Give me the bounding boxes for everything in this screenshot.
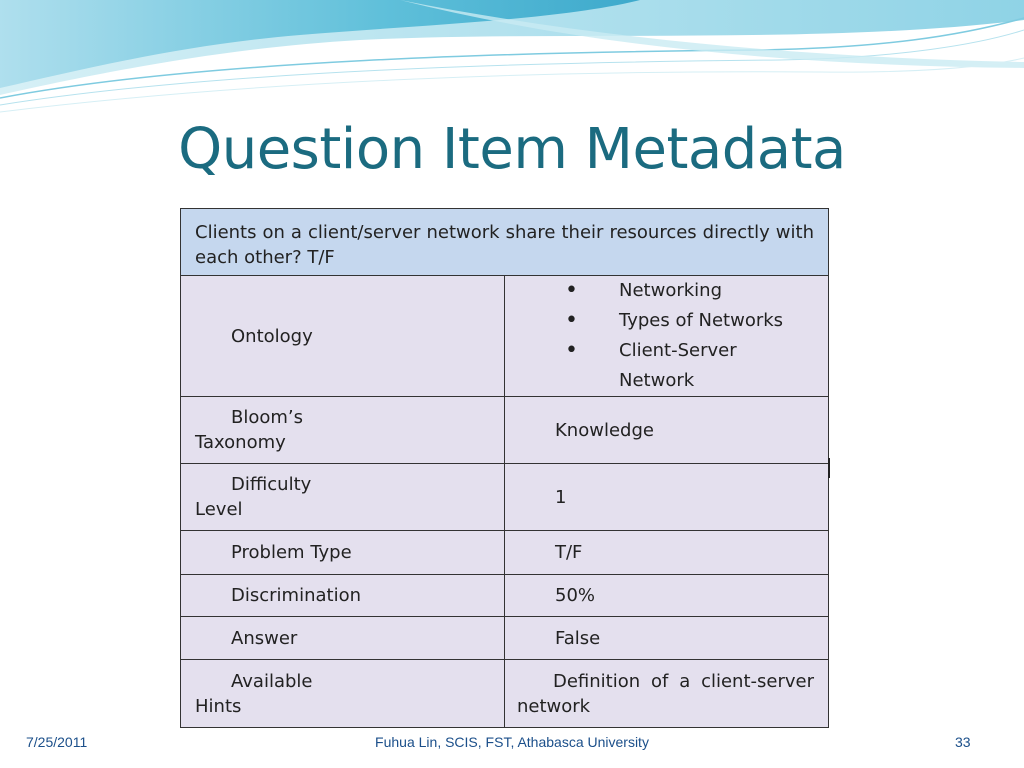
bloom-label [181, 397, 505, 464]
problem-type-label-text: Problem Type [231, 542, 352, 563]
hints-value-line2: network [517, 695, 591, 717]
answer-label-text: Answer [231, 627, 298, 649]
hints-label-line1: Available [231, 670, 313, 692]
footer-author: Fuhua Lin, SCIS, FST, Athabasca University [375, 734, 649, 750]
hints-label-line2: Hints [195, 695, 242, 717]
problem-type-value-text: T/F [555, 542, 583, 563]
discrimination-value [505, 575, 829, 617]
discrimination-label-text: Discrimination [231, 585, 361, 606]
answer-label [181, 617, 505, 660]
ontology-value [505, 276, 829, 397]
hints-value [505, 660, 829, 728]
header-wave-decoration [0, 0, 1024, 120]
footer-page-number: 33 [955, 734, 971, 750]
footer-date: 7/25/2011 [26, 734, 88, 750]
problem-type-value [505, 531, 829, 575]
answer-value-text: False [555, 627, 601, 649]
problem-type-row [181, 531, 829, 575]
difficulty-value [505, 464, 829, 531]
bloom-label-line2: Taxonomy [195, 432, 286, 453]
question-row [181, 209, 829, 276]
bloom-value-text: Knowledge [555, 419, 654, 441]
discrimination-label [181, 575, 505, 617]
answer-row [181, 617, 829, 660]
metadata-table [180, 208, 829, 728]
problem-type-label [181, 531, 505, 575]
ontology-row [181, 276, 829, 397]
hints-row [181, 660, 829, 728]
ontology-list [517, 276, 814, 396]
ontology-item: • Client-Server Network [565, 336, 814, 396]
ontology-item: • Networking [565, 276, 814, 306]
bloom-row [181, 397, 829, 464]
hints-value-line1: Definition of a client-server [553, 670, 814, 692]
difficulty-label-line2: Level [195, 499, 243, 520]
discrimination-value-text: 50% [555, 585, 596, 606]
answer-value [505, 617, 829, 660]
bloom-label-line1: Bloom’s [231, 407, 304, 428]
ontology-item: • Types of Networks [565, 306, 814, 336]
difficulty-label-line1: Difficulty [231, 474, 312, 495]
text-cursor-mark [828, 458, 830, 478]
hints-label [181, 660, 505, 728]
difficulty-label [181, 464, 505, 531]
ontology-label-text: Ontology [231, 325, 313, 347]
discrimination-row [181, 575, 829, 617]
difficulty-row [181, 464, 829, 531]
question-text: Clients on a client/server network share their resources directly with each other? T/F [181, 209, 829, 276]
difficulty-value-text: 1 [555, 486, 567, 508]
slide-title: Question Item Metadata [178, 117, 846, 182]
bloom-value [505, 397, 829, 464]
ontology-label [181, 276, 505, 397]
